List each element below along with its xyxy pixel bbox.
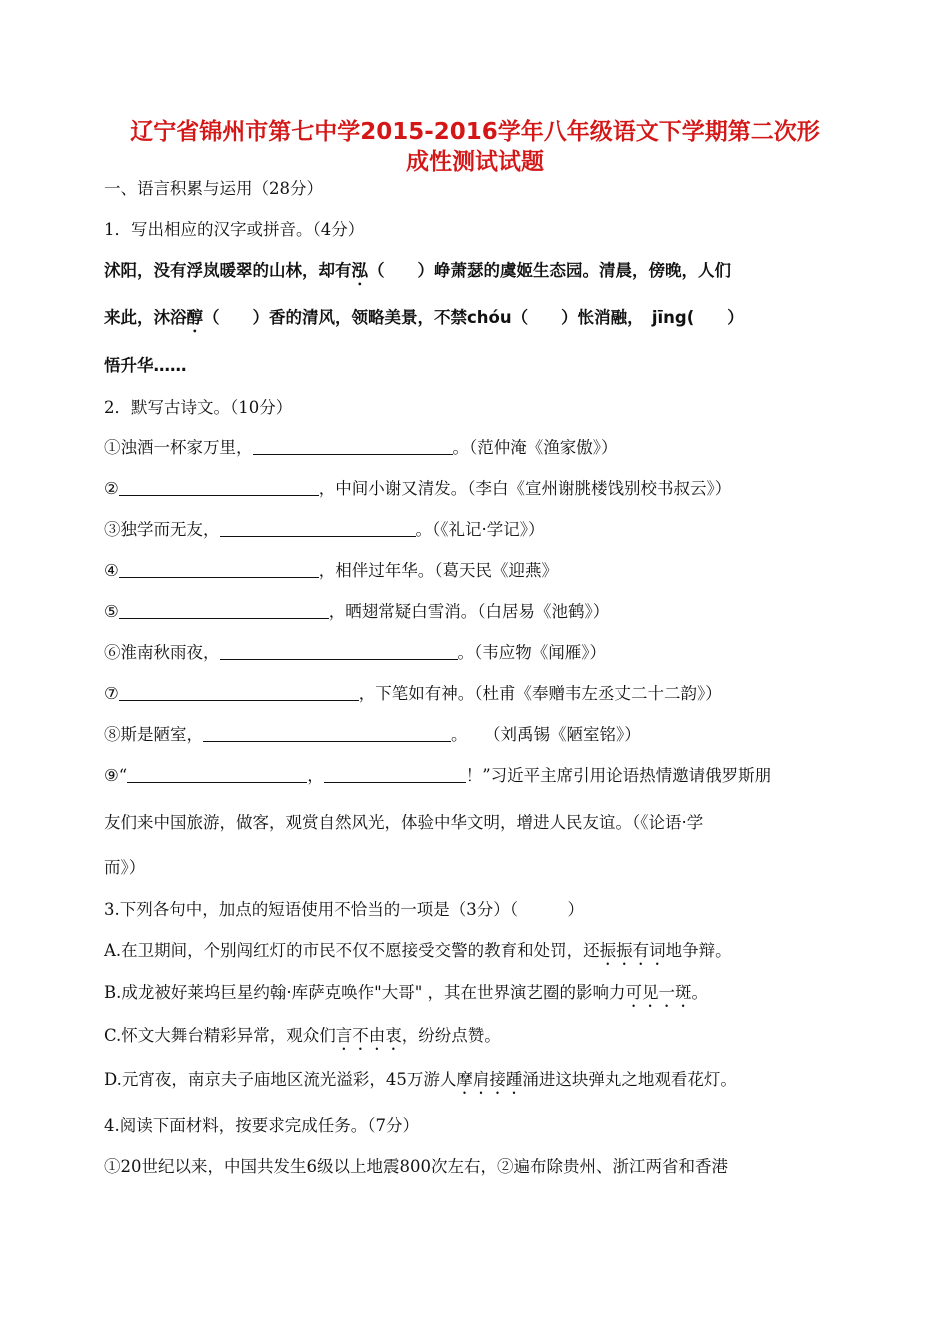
poem-item-6: ⑥淮南秋雨夜， 。（韦应物《闻雁》） (104, 643, 606, 662)
option-c: C.怀文大舞台精彩异常，观众们言不由衷，纷纷点赞。 (104, 1026, 501, 1045)
question-2-heading: 2．默写古诗文。（10分） (104, 398, 293, 417)
question-1-passage-line-2: 来此，沐浴醇（ ）香的清风，领略美景，不禁chóu（ ）怅消融， jīng( ） (104, 308, 744, 327)
dotted-char: 醇 (186, 308, 203, 327)
poem-item-2: ② ，中间小谢又清发。（李白《宣州谢朓楼饯别校书叔云》） (104, 479, 732, 498)
answer-blank (119, 479, 319, 496)
poem-item-9-continued: 友们来中国旅游，做客，观赏自然风光，体验中华文明，增进人民友谊。（《论语·学 (104, 813, 704, 832)
question-1-passage-line-1: 沭阳，没有浮岚暖翠的山林，却有泓（ ）峥萧瑟的虞姬生态园。清晨，傍晚，人们 (104, 261, 731, 280)
question-1-passage-line-3: 悟升华…… (104, 356, 187, 375)
document-title-line-2: 成性测试试题 (406, 149, 544, 175)
poem-item-1: ①浊酒一杯家万里， 。（范仲淹《渔家傲》） (104, 438, 618, 457)
answer-blank (119, 602, 329, 619)
document-title-line-1: 辽宁省锦州市第七中学2015-2016学年八年级语文下学期第二次形 (130, 119, 820, 145)
poem-item-9-end: 而》） (104, 858, 146, 877)
answer-blank (119, 561, 319, 578)
dotted-phrase: 振振有词 (599, 941, 666, 960)
answer-blank (324, 766, 466, 783)
dotted-phrase: 可见一斑 (625, 983, 692, 1002)
dotted-phrase: 摩肩接踵 (456, 1070, 523, 1089)
poem-item-4: ④ ，相伴过年华。（葛天民《迎燕》 (104, 561, 559, 580)
question-4-material-line-1: ①20世纪以来，中国共发生6级以上地震800次左右，②遍布除贵州、浙江两省和香港 (104, 1157, 728, 1176)
poem-item-5: ⑤ ，晒翅常疑白雪消。（白居易《池鹤》） (104, 602, 610, 621)
answer-blank (119, 684, 359, 701)
answer-blank (220, 520, 416, 537)
poem-item-8: ⑧斯是陋室， 。 （刘禹锡《陋室铭》） (104, 725, 641, 744)
poem-item-3: ③独学而无友， 。（《礼记·学记》） (104, 520, 545, 539)
question-3-heading: 3.下列各句中，加点的短语使用不恰当的一项是（3分）（ ） (104, 900, 584, 919)
poem-item-7: ⑦ ，下笔如有神。（杜甫《奉赠韦左丞丈二十二韵》） (104, 684, 722, 703)
section-heading: 一、语言积累与运用（28分） (104, 179, 323, 198)
answer-blank (220, 643, 458, 660)
poem-item-9: ⑨“ ， ！”习近平主席引用论语热情邀请俄罗斯朋 (104, 766, 772, 785)
answer-blank (203, 725, 451, 742)
question-4-heading: 4.阅读下面材料，按要求完成任务。（7分） (104, 1116, 419, 1135)
option-b: B.成龙被好莱坞巨星约翰·库萨克唤作"大哥" ，其在世界演艺圈的影响力可见一斑。 (104, 983, 709, 1002)
option-a: A.在卫期间，个别闯红灯的市民不仅不愿接受交警的教育和处罚，还振振有词地争辩。 (104, 941, 732, 960)
answer-blank (253, 438, 453, 455)
dotted-phrase: 言不由衷 (335, 1026, 402, 1045)
dotted-char: 泓 (351, 261, 368, 280)
question-1-heading: 1．写出相应的汉字或拼音。（4分） (104, 220, 365, 239)
answer-blank (127, 766, 307, 783)
option-d: D.元宵夜，南京夫子庙地区流光溢彩，45万游人摩肩接踵涌进这块弹丸之地观看花灯。 (104, 1070, 737, 1089)
